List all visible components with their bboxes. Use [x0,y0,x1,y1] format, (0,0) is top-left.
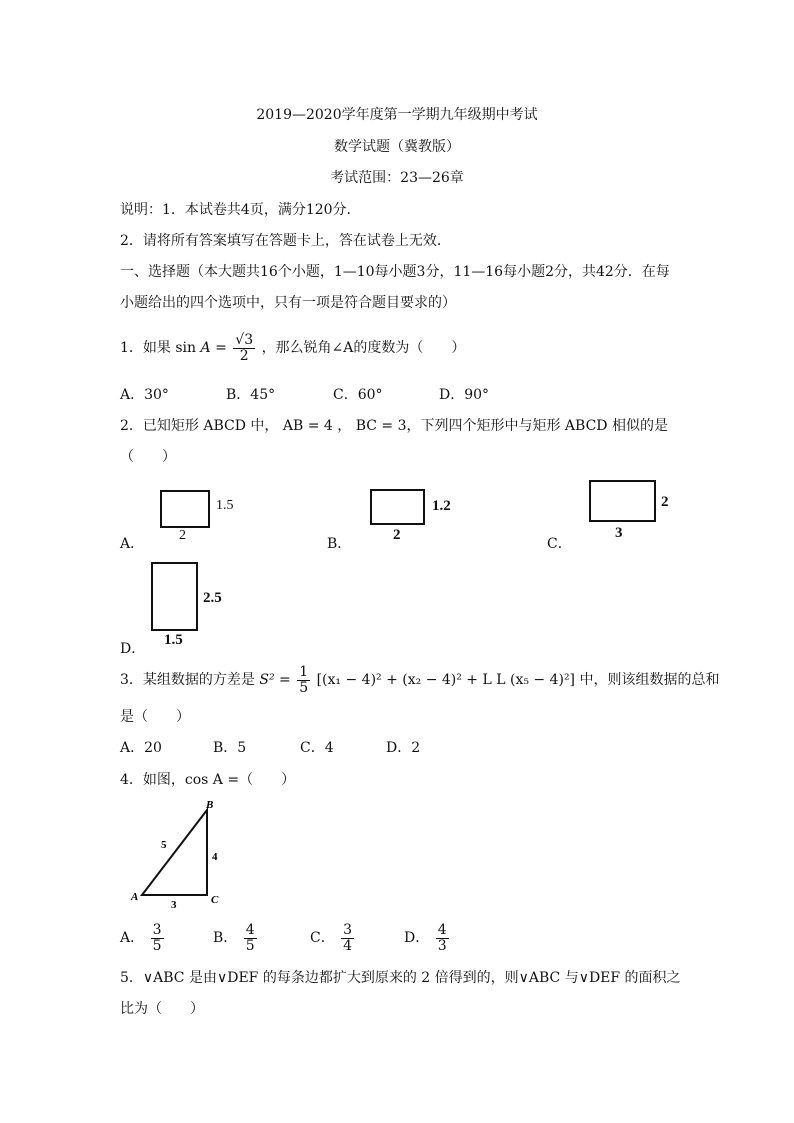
q4-option-b-den: 5 [245,937,255,954]
q4-option-d-den: 3 [437,937,447,954]
q4-option-c-den: 4 [343,937,353,954]
q1-frac-den: 2 [239,347,249,364]
q1-prefix: 1．如果 [120,340,171,356]
q3-prefix: 3．某组数据的方差是 [120,672,255,688]
q3-formula-lhs: S² = [259,672,296,688]
q1-option-b[interactable]: B．45° [226,387,276,403]
q4-side-ab: 5 [161,839,167,851]
q2-option-d-height: 2.5 [203,590,222,606]
q2-option-b-label[interactable]: B． [327,536,352,552]
q4-option-b-label: B． [213,930,238,946]
q3-suffix: 中，则该组数据的总和 [579,672,720,688]
q4-option-c[interactable] [310,918,356,958]
q4-option-b-fraction [244,923,257,953]
q1-fraction [233,333,255,363]
q2-option-b-rectangle [370,489,425,525]
question-5-line2: 比为（ ） [120,1001,204,1017]
q3-formula-body: [(x₁ − 4)² + (x₂ − 4)² + L L (x₅ − 4)²] [316,672,576,688]
q4-option-a[interactable] [120,918,166,958]
q1-var: A [200,340,211,356]
q3-option-c[interactable]: C．4 [300,740,334,756]
q2-option-c-height: 2 [661,494,669,510]
q3-frac-num: 1 [299,663,309,680]
q3-fraction [297,665,310,695]
q4-option-a-fraction [151,923,164,953]
question-2-line1: 2．已知矩形 ABCD 中， AB = 4 ， BC = 3，下列四个矩形中与矩形 ABCD 相似的是 [120,418,668,434]
q4-option-c-num: 3 [343,921,353,938]
q4-option-a-den: 5 [152,937,162,954]
q1-frac-num: √3 [235,331,254,348]
exam-scope: 考试范围：23—26章 [330,170,464,186]
q4-side-bc: 4 [212,851,218,863]
question-4: 4．如图，cos A =（ ） [120,772,296,788]
q2-option-c-width: 3 [615,525,623,541]
q3-frac-den: 5 [299,679,309,696]
section-heading-line2: 小题给出的四个选项中，只有一项是符合题目要求的） [120,295,456,311]
q1-option-d[interactable]: D．90° [439,387,490,403]
q4-option-a-label: A． [120,930,145,946]
question-1 [120,328,465,368]
q4-vertex-c: C [211,894,219,906]
exam-subtitle: 数学试题（冀教版） [334,139,460,155]
q2-option-a-label[interactable]: A． [120,536,145,552]
q4-option-c-fraction [341,923,354,953]
q4-vertex-b: B [206,800,214,811]
q4-triangle [142,810,207,895]
q3-option-d[interactable]: D．2 [386,740,421,756]
question-2-line2: （ ） [120,449,176,465]
q1-eq: = [215,340,232,356]
q2-option-b-height: 1.2 [432,498,451,514]
q2-option-c-label[interactable]: C． [547,536,572,552]
q4-option-d-fraction [436,923,449,953]
q1-option-c[interactable]: C．60° [333,387,383,403]
q4-vertex-a: A [131,891,139,903]
q4-option-d-num: 4 [437,921,447,938]
note-1: 说明：1．本试卷共4页，满分120分． [120,202,361,218]
q2-option-d-label[interactable]: D． [120,641,146,657]
q3-option-a[interactable]: A．20 [120,740,162,756]
q4-side-ac: 3 [171,899,177,910]
note-2: 2．请将所有答案填写在答题卡上，答在试卷上无效． [120,233,451,249]
q2-option-a-width: 2 [179,528,186,543]
q4-triangle-figure [120,800,240,910]
q4-option-d[interactable] [404,918,451,958]
q2-option-a-rectangle [160,490,210,528]
q1-func: sin [175,340,197,356]
q3-option-b[interactable]: B．5 [213,740,247,756]
q2-option-b-width: 2 [393,527,401,543]
q1-suffix: ，那么锐角∠A的度数为（ ） [261,340,466,356]
section-heading-line1: 一、选择题（本大题共16个小题，1—10每小题3分，11—16每小题2分，共42分．在每 [120,264,670,280]
q4-option-a-num: 3 [152,921,162,938]
question-3 [120,660,719,700]
q1-option-a[interactable]: A．30° [120,387,169,403]
q2-option-c-rectangle [589,480,656,522]
q2-option-d-rectangle [151,562,198,631]
question-5-line1: 5．∨ABC 是由∨DEF 的每条边都扩大到原来的 2 倍得到的，则∨ABC 与∨DEF 的面积之 [120,970,681,986]
exam-title: 2019—2020学年度第一学期九年级期中考试 [256,107,538,123]
q4-option-b[interactable] [213,918,259,958]
q4-option-d-label: D． [404,930,430,946]
q4-option-c-label: C． [310,930,335,946]
q4-option-b-num: 4 [245,921,255,938]
q2-option-d-width: 1.5 [164,632,183,648]
question-3-line2: 是（ ） [120,709,190,725]
q2-option-a-height: 1.5 [216,498,234,513]
